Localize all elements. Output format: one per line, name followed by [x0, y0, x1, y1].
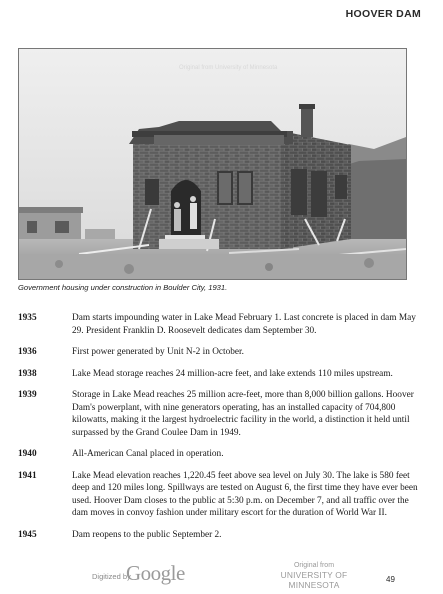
timeline-entry-1936: [18, 346, 423, 359]
timeline-text: All-American Canal placed in operation.: [72, 449, 224, 459]
timeline-text: Dam starts impounding water in Lake Mead February 1. Last concrete is placed in dam May 29. President Franklin D. Roosevelt dedicates dam September 30.: [72, 313, 416, 336]
timeline-entry-1935: [18, 312, 423, 337]
photo-watermark: Original from University of Minnesota: [179, 65, 278, 71]
google-logo: Google: [126, 561, 185, 585]
page-header-title: HOOVER DAM: [345, 8, 421, 20]
institution-name: UNIVERSITY OF MINNESOTA: [280, 570, 348, 590]
digitized-by-label: Digitized by: [92, 572, 131, 581]
photo-illustration: [19, 49, 406, 279]
page-number: 49: [386, 575, 395, 584]
timeline-year: 1938: [18, 368, 37, 379]
photo-caption: Government housing under construction in Boulder City, 1931.: [18, 283, 228, 292]
historical-photo: [18, 48, 407, 280]
timeline-entry-1939: [18, 389, 423, 439]
timeline: [18, 312, 423, 541]
timeline-year: 1940: [18, 449, 37, 459]
timeline-text: Lake Mead elevation reaches 1,220.45 feet above sea level on July 30. The lake is 580 feet deep and 120 miles long. Spillways are tested on August 6, the first time they have ever been used. Hoover Dam closes to the public at 5:30 p.m. on December 7, and all traffic over the dam moves in convoy fashion under military escort for the duration of World War II.: [72, 470, 418, 518]
timeline-year: 1935: [18, 313, 37, 323]
timeline-year: 1936: [18, 347, 37, 357]
timeline-text: First power generated by Unit N-2 in October.: [72, 347, 244, 357]
timeline-text: Lake Mead storage reaches 24 million-acre feet, and lake extends 110 miles upstream.: [72, 368, 393, 379]
timeline-year: 1945: [18, 529, 37, 540]
timeline-entry-1938: [18, 368, 423, 381]
timeline-entry-1945: [18, 529, 423, 542]
timeline-year: 1939: [18, 390, 37, 400]
timeline-text: Storage in Lake Mead reaches 25 million acre-feet, more than 8,000 billion gallons. Hoover Dam's powerplant, with nine generators operating, has an installed capacity of 704,800 kilowatts, making it the largest hydroelectric facility in the world, a distinction it held until surpassed by the Grand Coulee Dam in 1949.: [72, 390, 414, 438]
timeline-year: 1941: [18, 470, 37, 481]
timeline-entry-1940: [18, 448, 423, 461]
timeline-entry-1941: [18, 470, 423, 520]
original-from-block: [254, 561, 374, 590]
timeline-text: Dam reopens to the public September 2.: [72, 529, 222, 540]
original-from-label: Original from: [293, 562, 335, 569]
